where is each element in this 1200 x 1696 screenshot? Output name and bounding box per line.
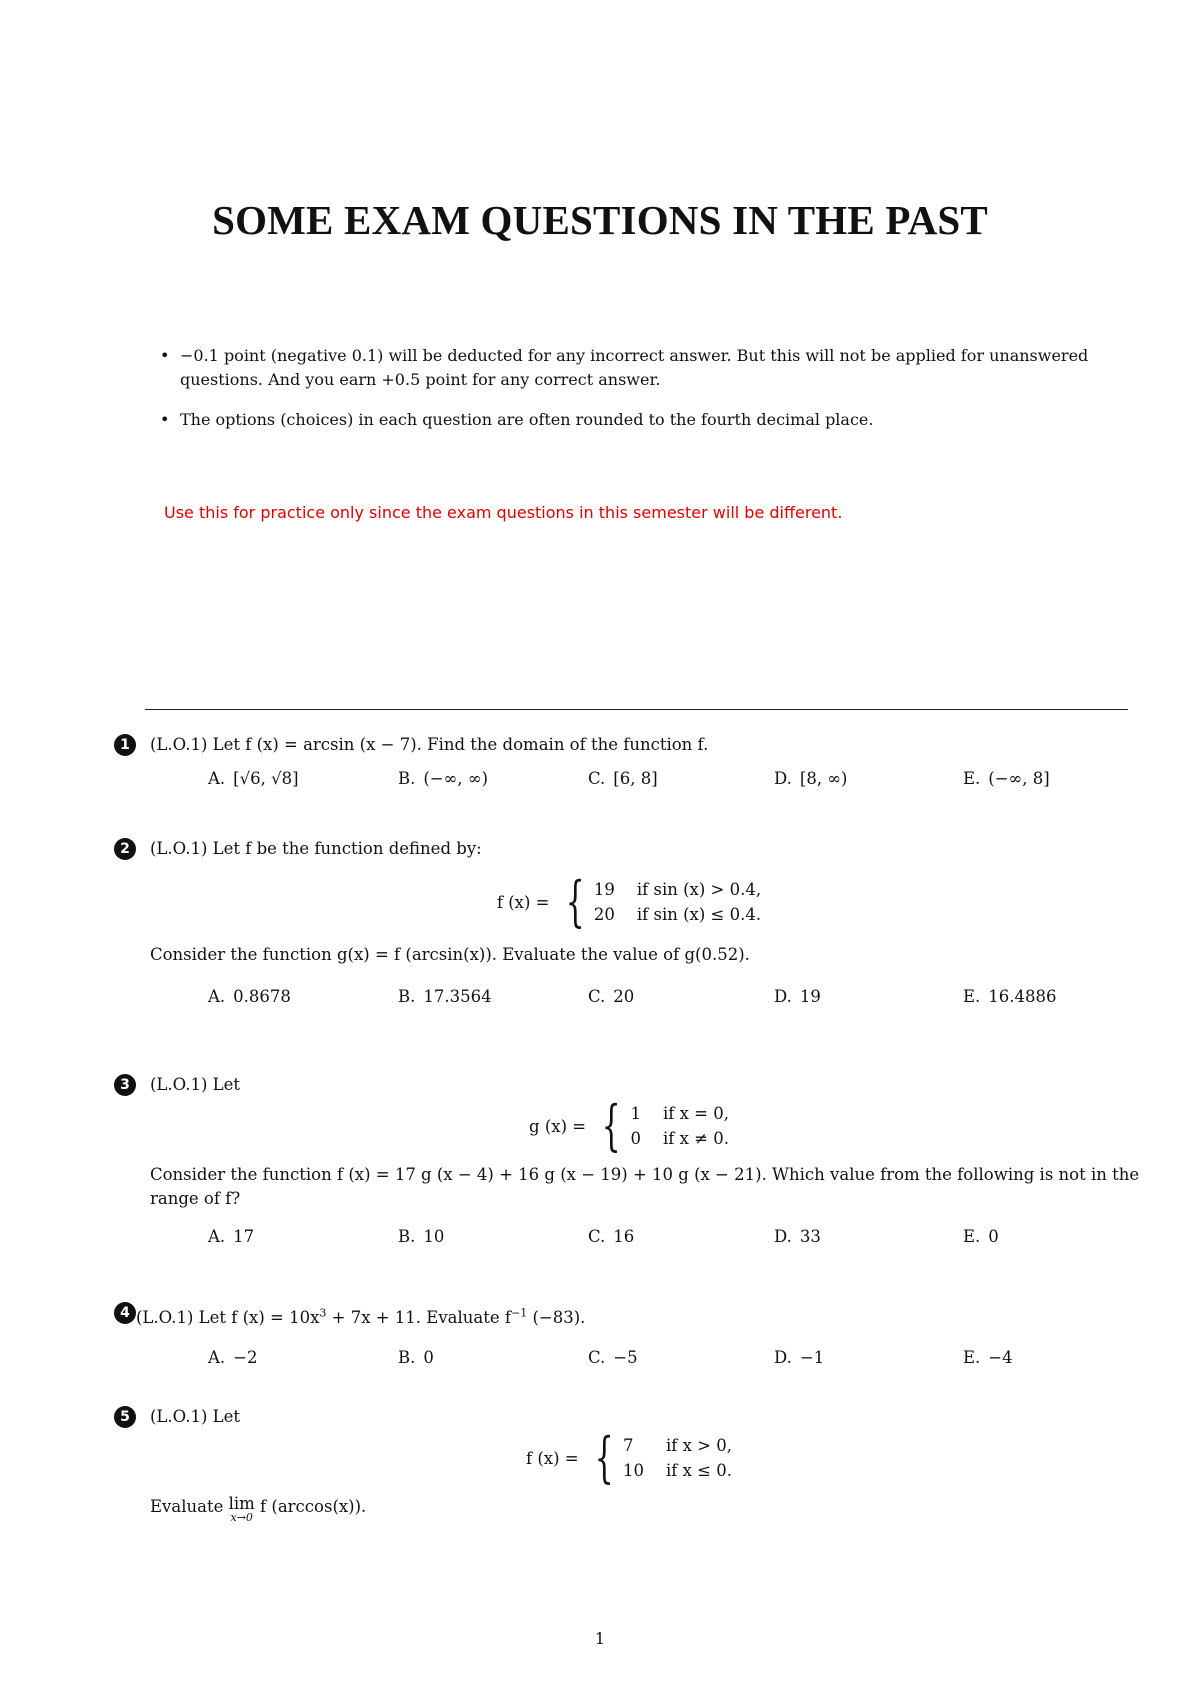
question-number-badge: 3 [114,1074,136,1096]
question-text: (L.O.1) Let f be the function defined by: [150,839,482,858]
instruction-text: −0.1 point (negative 0.1) will be deducted for any incorrect answer. But this will not be applied for unanswered questions. And you earn +0.5 point for any correct answer. [180,346,1089,389]
option-e[interactable]: E. 16.4886 [963,987,1057,1006]
question-header [114,1405,1144,1429]
question-text: (L.O.1) Let f $(x) = 10x^3 + 7x + 11$. Evaluate $f^{-1}$ (−83). [136,1306,586,1327]
instruction-text: The options (choices) in each question are often rounded to the fourth decimal place. [180,410,874,429]
page-title: SOME EXAM QUESTIONS IN THE PAST [212,197,988,243]
option-d[interactable]: D. 19 [774,987,821,1006]
brace-icon: { [565,870,585,933]
instruction-item [160,408,1140,432]
option-d[interactable]: D. 33 [774,1227,821,1246]
options-row [208,1227,1144,1251]
question-5 [114,1405,1144,1523]
piecewise-definition: f (x) = { 7 if x > 0, 10 if x ≤ 0. [526,1426,732,1489]
question-number-badge: 4 [114,1302,136,1324]
brace-icon: { [601,1094,621,1157]
question-number-badge: 1 [114,734,136,756]
option-c[interactable]: C. −5 [588,1347,638,1367]
question-header [114,837,1144,861]
question-text: Consider the function f (x) = 17 g (x − 4) + 16 g (x − 19) + 10 g (x − 21). Which value from the following is not in the range of f? [150,1165,1140,1208]
question-header [114,1301,1144,1330]
option-e[interactable]: E. (−∞, 8] [963,769,1050,788]
option-e[interactable]: E. −4 [963,1347,1013,1367]
options-row [208,769,1144,793]
question-header [114,1073,1144,1097]
question-number-badge: 5 [114,1406,136,1428]
option-c[interactable]: C. [6, 8] [588,769,658,788]
instruction-item [160,344,1140,392]
option-e[interactable]: E. 0 [963,1227,999,1246]
option-a[interactable]: A. 17 [208,1227,255,1246]
divider [145,709,1128,710]
option-c[interactable]: C. 16 [588,1227,635,1246]
piecewise-definition: f (x) = { 19 if sin (x) > 0.4, 20 if sin (x) ≤ 0.4. [496,870,762,933]
piecewise-definition: g (x) = { 1 if x = 0, 0 if x ≠ 0. [529,1094,729,1157]
limit-expression: lim x→0 [228,1494,255,1524]
question-text: (L.O.1) Let f (x) = arcsin (x − 7). Find the domain of the function f. [150,735,709,754]
option-a[interactable]: A. 0.8678 [208,987,291,1006]
question-text: Evaluate lim x→0 f (arccos(x)). [150,1494,367,1524]
bullet-icon: • [160,410,170,429]
page-number: 1 [594,1629,606,1648]
question-text: Consider the function g(x) = f (arcsin(x)). Evaluate the value of g(0.52). [150,945,750,964]
option-b[interactable]: B. (−∞, ∞) [398,769,489,788]
option-b[interactable]: B. 17.3564 [398,987,492,1006]
option-c[interactable]: C. 20 [588,987,635,1006]
option-d[interactable]: D. −1 [774,1347,825,1367]
question-number-badge: 2 [114,838,136,860]
bullet-icon: • [160,346,170,365]
question-3 [114,1073,1144,1251]
option-d[interactable]: D. [8, ∞) [774,769,848,788]
question-text: (L.O.1) Let [150,1075,240,1094]
question-text: (L.O.1) Let [150,1407,240,1426]
option-a[interactable]: A. [√6, √8] [208,769,299,788]
question-4 [114,1301,1144,1372]
options-row [208,987,1144,1011]
question-2 [114,837,1144,1011]
option-b[interactable]: B. 10 [398,1227,445,1246]
instruction-list [160,344,1140,448]
options-row [208,1348,1144,1372]
practice-warning: Use this for practice only since the exam questions in this semester will be different. [164,503,843,522]
question-header [114,733,1144,757]
question-1 [114,733,1144,793]
brace-icon: { [594,1426,614,1489]
option-b[interactable]: B. 0 [398,1347,434,1367]
option-a[interactable]: A. −2 [208,1347,258,1367]
